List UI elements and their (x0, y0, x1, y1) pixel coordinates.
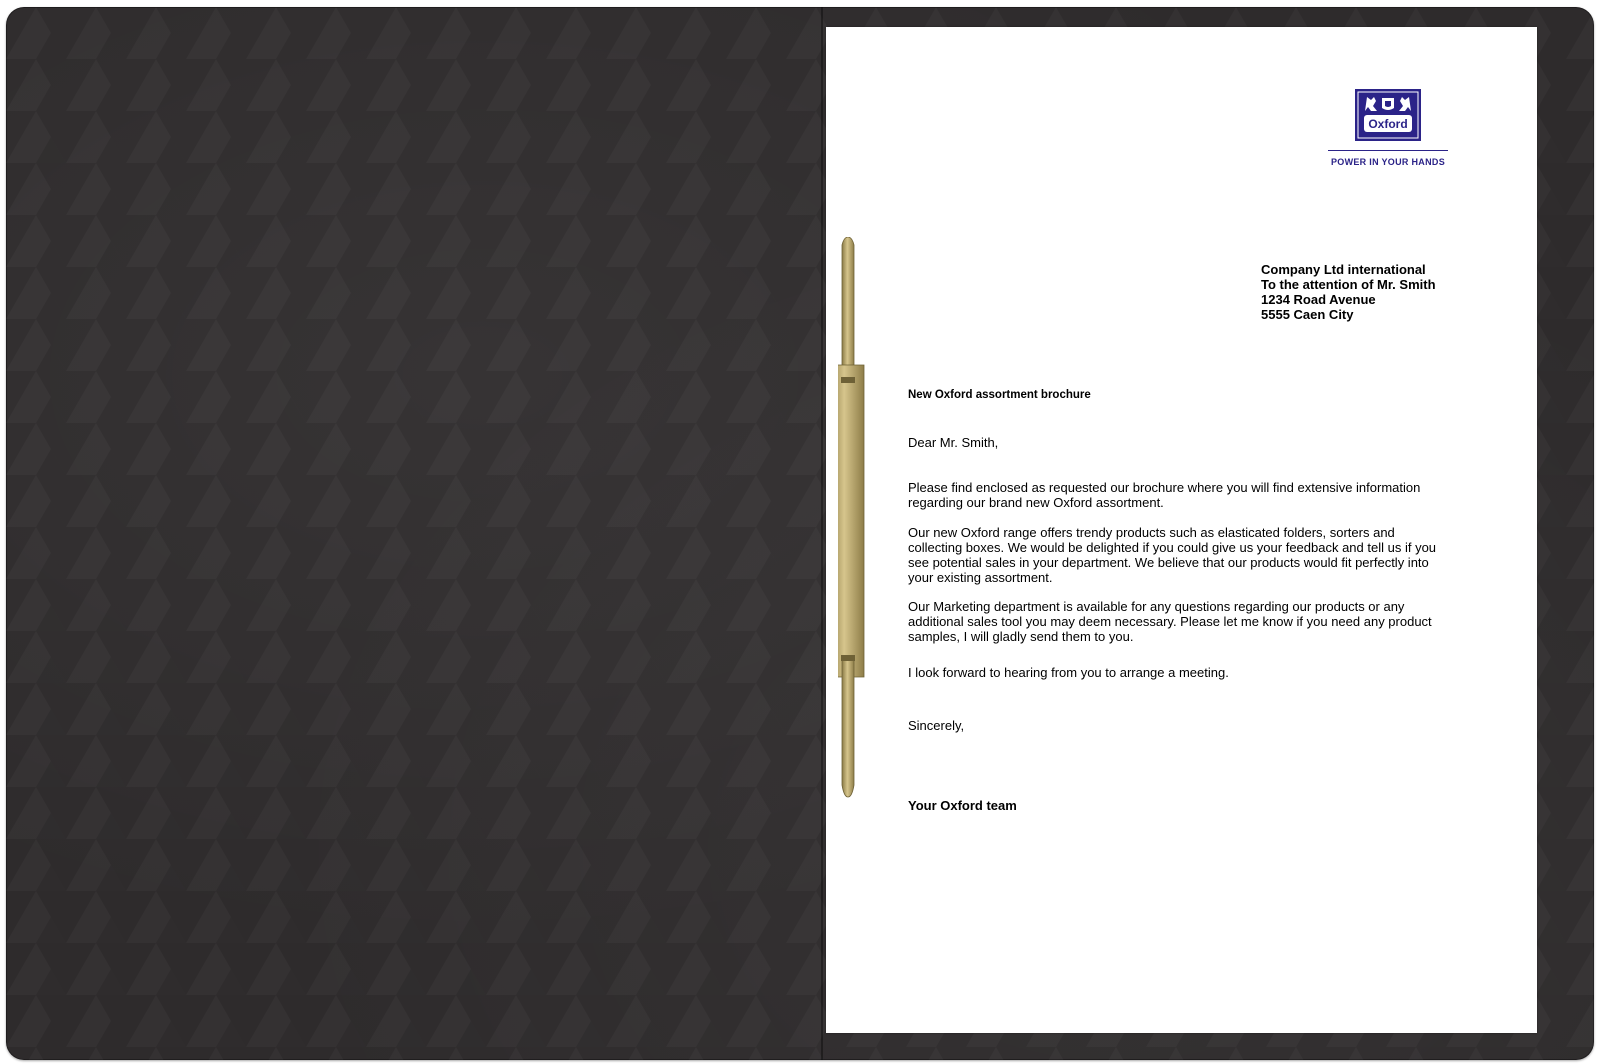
address-line: 5555 Caen City (1261, 307, 1354, 322)
letter-subject: New Oxford assortment brochure (908, 389, 1091, 401)
letter-greeting: Dear Mr. Smith, (908, 435, 999, 450)
address-line: Company Ltd international (1261, 262, 1426, 277)
letter-closing: Sincerely, (908, 718, 965, 733)
address-line: To the attention of Mr. Smith (1261, 277, 1436, 292)
oxford-logo (1355, 89, 1421, 141)
folder-spine (821, 7, 823, 1060)
letter-paragraph: Please find enclosed as requested our brochure where you will find extensive information regarding our brand new Oxford assortment. (908, 480, 1421, 510)
metal-fastener (838, 237, 878, 817)
recipient-address (1261, 262, 1436, 322)
letter-page (826, 27, 1537, 1033)
address-line: 1234 Road Avenue (1261, 292, 1376, 307)
logo-rule (1328, 150, 1448, 151)
letter-paragraph: Our new Oxford range offers trendy products such as elasticated folders, sorters and collecting boxes. We would be delighted if you could give us your feedback and tell us if you see potential sales in your department. We believe that our products would fit perfectly into your existing assortment. (908, 525, 1437, 585)
letter-paragraph: I look forward to hearing from you to arrange a meeting. (908, 665, 1229, 680)
logo-tagline: POWER IN YOUR HANDS (1330, 157, 1446, 167)
letter-paragraph: Our Marketing department is available for any questions regarding our products or any additional sales tool you may deem necessary. Please let me know if you need any product samples, I will gladly send them to you. (908, 599, 1432, 644)
logo-wordmark: Oxford (1368, 117, 1408, 131)
letter-signature: Your Oxford team (908, 798, 1017, 813)
